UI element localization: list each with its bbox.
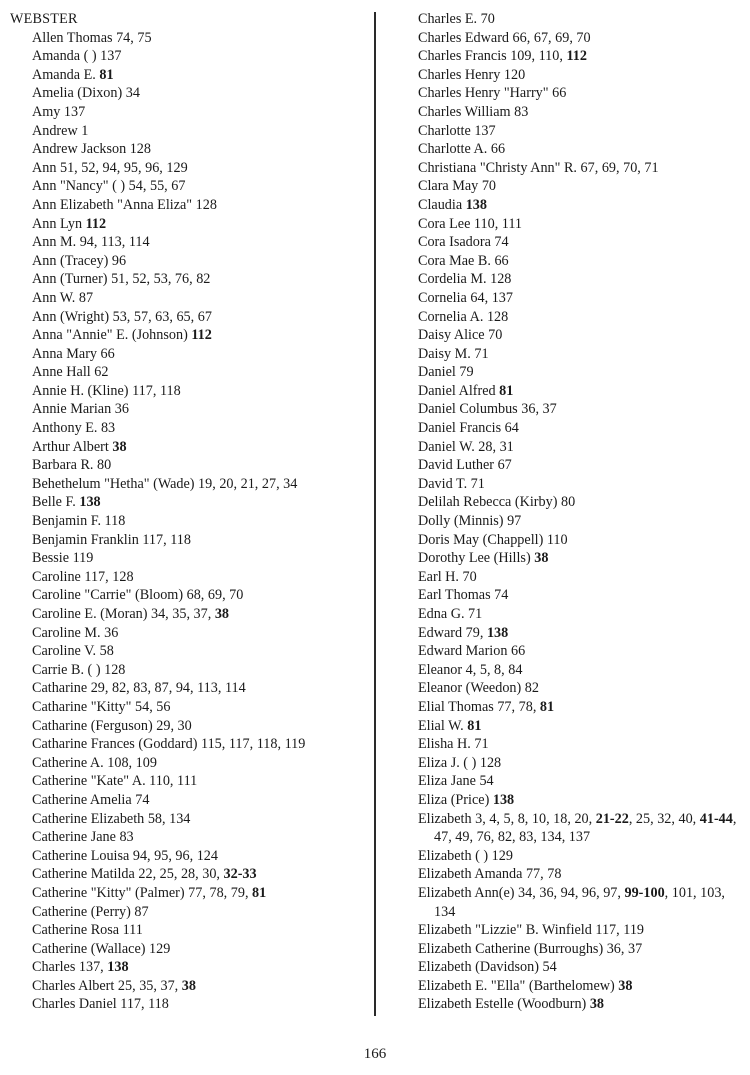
index-entry: Ann W. 87 xyxy=(32,289,94,306)
index-entry: David T. 71 xyxy=(418,475,485,492)
index-entry: Caroline "Carrie" (Bloom) 68, 69, 70 xyxy=(32,587,244,604)
index-entry: Clara May 70 xyxy=(418,178,497,195)
index-entry: Caroline M. 36 xyxy=(32,624,119,641)
index-entry: Daniel 79 xyxy=(418,364,474,381)
index-entry: Ann (Wright) 53, 57, 63, 65, 67 xyxy=(32,308,212,325)
index-entry: Christiana "Christy Ann" R. 67, 69, 70, 71 xyxy=(418,159,659,176)
index-entry: Charlotte 137 xyxy=(418,122,496,139)
column-divider xyxy=(374,12,376,1016)
index-entry: Catharine "Kitty" 54, 56 xyxy=(32,698,171,715)
index-entry: Catherine Amelia 74 xyxy=(32,791,150,808)
index-entry: Catherine "Kate" A. 110, 111 xyxy=(32,773,198,790)
index-entry: Elizabeth "Lizzie" B. Winfield 117, 119 xyxy=(418,922,645,939)
index-entry: Eleanor 4, 5, 8, 84 xyxy=(418,661,523,678)
index-entry: Edna G. 71 xyxy=(418,606,483,622)
index-entry: Ann (Tracey) 96 xyxy=(32,252,127,269)
index-entry: Charlotte A. 66 xyxy=(418,141,506,158)
index-entry: Annie Marian 36 xyxy=(32,401,129,418)
index-entry: Charles Henry 120 xyxy=(418,66,526,83)
index-entry: Cora Lee 110, 111 xyxy=(418,215,523,232)
index-entry: Eliza (Price) 138 xyxy=(418,791,515,808)
index-entry: Bessie 119 xyxy=(32,550,94,567)
index-entry: Catharine (Ferguson) 29, 30 xyxy=(32,717,192,734)
index-column-right xyxy=(418,10,748,1014)
index-heading: WEBSTER xyxy=(10,11,78,27)
index-entry: Elizabeth (Davidson) 54 xyxy=(418,959,557,976)
index-entry: Charles E. 70 xyxy=(418,11,495,27)
index-entry: Cordelia M. 128 xyxy=(418,271,512,288)
index-entry: Anne Hall 62 xyxy=(32,364,109,381)
index-entry: Edward Marion 66 xyxy=(418,643,526,660)
index-entry: Cora Isadora 74 xyxy=(418,234,509,251)
index-entry: Dorothy Lee (Hills) 38 xyxy=(418,550,549,567)
index-entry: Eliza J. ( ) 128 xyxy=(418,754,502,771)
index-entry: Catherine (Perry) 87 xyxy=(32,903,149,920)
index-entry: Dolly (Minnis) 97 xyxy=(418,513,522,530)
index-entry: Catherine Matilda 22, 25, 28, 30, 32-33 xyxy=(32,866,257,883)
index-entry: Ann "Nancy" ( ) 54, 55, 67 xyxy=(32,178,186,195)
index-entry: Catherine Elizabeth 58, 134 xyxy=(32,810,191,827)
index-entry: Claudia 138 xyxy=(418,196,487,213)
index-entry: Benjamin F. 118 xyxy=(32,513,126,530)
index-entry: Ann (Turner) 51, 52, 53, 76, 82 xyxy=(32,271,211,288)
index-entry: Amanda ( ) 137 xyxy=(32,48,122,65)
index-entry: Eliza Jane 54 xyxy=(418,773,494,790)
index-column-left xyxy=(10,10,365,1014)
index-entry: Earl Thomas 74 xyxy=(418,587,509,604)
index-entry: Charles Edward 66, 67, 69, 70 xyxy=(418,29,591,46)
left-entry-list xyxy=(10,29,365,1014)
index-entry: Charles Albert 25, 35, 37, 38 xyxy=(32,977,196,994)
index-entry: Ann Elizabeth "Anna Eliza" 128 xyxy=(32,196,217,213)
index-entry: Elizabeth Ann(e) 34, 36, 94, 96, 97, 99-100, 101, 103, 134 xyxy=(418,884,725,920)
index-entry: Benjamin Franklin 117, 118 xyxy=(32,531,191,548)
index-entry: Ann M. 94, 113, 114 xyxy=(32,234,150,251)
index-entry: Elizabeth E. "Ella" (Barthelomew) 38 xyxy=(418,977,633,994)
index-entry: Daniel Columbus 36, 37 xyxy=(418,401,557,418)
index-entry: Amy 137 xyxy=(32,103,86,120)
index-entry: Anna "Annie" E. (Johnson) 112 xyxy=(32,327,212,344)
index-entry: Behethelum "Hetha" (Wade) 19, 20, 21, 27, 34 xyxy=(32,475,298,492)
index-entry: Earl H. 70 xyxy=(418,568,477,585)
index-entry: Catherine A. 108, 109 xyxy=(32,754,157,771)
index-entry: Charles William 83 xyxy=(418,103,529,120)
index-entry: Anna Mary 66 xyxy=(32,345,115,362)
index-entry: Elizabeth Amanda 77, 78 xyxy=(418,866,562,883)
index-entry: Annie H. (Kline) 117, 118 xyxy=(32,382,181,399)
index-entry: Doris May (Chappell) 110 xyxy=(418,531,568,548)
index-entry: Eleanor (Weedon) 82 xyxy=(418,680,539,697)
index-entry: Amanda E. 81 xyxy=(32,66,114,83)
index-entry: Catherine Rosa 111 xyxy=(32,922,143,939)
index-entry: Catharine Frances (Goddard) 115, 117, 118, 119 xyxy=(32,736,306,753)
index-entry: Cornelia 64, 137 xyxy=(418,289,513,306)
index-entry: Elial W. 81 xyxy=(418,717,482,734)
index-entry: Catherine "Kitty" (Palmer) 77, 78, 79, 81 xyxy=(32,884,267,901)
index-entry: Andrew 1 xyxy=(32,122,89,139)
index-entry: Arthur Albert 38 xyxy=(32,438,127,455)
index-entry: Anthony E. 83 xyxy=(32,420,116,437)
index-entry: Elizabeth ( ) 129 xyxy=(418,847,513,864)
index-entry: Carrie B. ( ) 128 xyxy=(32,661,126,678)
index-entry: Belle F. 138 xyxy=(32,494,101,511)
index-entry: Charles Francis 109, 110, 112 xyxy=(418,48,587,65)
index-entry: Elisha H. 71 xyxy=(418,736,489,753)
index-entry: Daisy Alice 70 xyxy=(418,327,503,344)
index-entry: Charles Henry "Harry" 66 xyxy=(418,85,567,102)
page-number: 166 xyxy=(363,1046,387,1062)
index-entry: David Luther 67 xyxy=(418,457,512,474)
index-entry: Elial Thomas 77, 78, 81 xyxy=(418,698,555,715)
index-entry: Elizabeth 3, 4, 5, 8, 10, 18, 20, 21-22, 25, 32, 40, 41-44, 47, 49, 76, 82, 83, 134, 137 xyxy=(418,810,737,846)
index-entry: Amelia (Dixon) 34 xyxy=(32,85,140,102)
index-entry: Catharine 29, 82, 83, 87, 94, 113, 114 xyxy=(32,680,246,697)
index-entry: Edward 79, 138 xyxy=(418,624,509,641)
index-entry: Caroline 117, 128 xyxy=(32,568,134,585)
index-entry: Catherine (Wallace) 129 xyxy=(32,940,171,957)
index-entry: Cornelia A. 128 xyxy=(418,308,509,325)
index-entry: Charles Daniel 117, 118 xyxy=(32,996,169,1013)
index-entry: Andrew Jackson 128 xyxy=(32,141,151,158)
index-entry: Daniel W. 28, 31 xyxy=(418,438,514,455)
index-entry: Allen Thomas 74, 75 xyxy=(32,29,152,46)
right-entry-list xyxy=(418,10,748,1014)
index-entry: Cora Mae B. 66 xyxy=(418,252,509,269)
index-entry: Catherine Jane 83 xyxy=(32,829,134,846)
index-entry: Ann 51, 52, 94, 95, 96, 129 xyxy=(32,159,188,176)
index-entry: Caroline V. 58 xyxy=(32,643,114,660)
index-entry: Elizabeth Catherine (Burroughs) 36, 37 xyxy=(418,940,643,957)
index-entry: Daniel Alfred 81 xyxy=(418,382,514,399)
index-entry: Daisy M. 71 xyxy=(418,345,489,362)
index-entry: Delilah Rebecca (Kirby) 80 xyxy=(418,494,576,511)
index-entry: Catherine Louisa 94, 95, 96, 124 xyxy=(32,847,218,864)
index-entry: Daniel Francis 64 xyxy=(418,420,519,437)
index-entry: Caroline E. (Moran) 34, 35, 37, 38 xyxy=(32,606,230,622)
index-entry: Barbara R. 80 xyxy=(32,457,112,474)
index-entry: Charles 137, 138 xyxy=(32,959,129,976)
index-entry: Ann Lyn 112 xyxy=(32,215,107,232)
index-entry: Elizabeth Estelle (Woodburn) 38 xyxy=(418,996,604,1013)
